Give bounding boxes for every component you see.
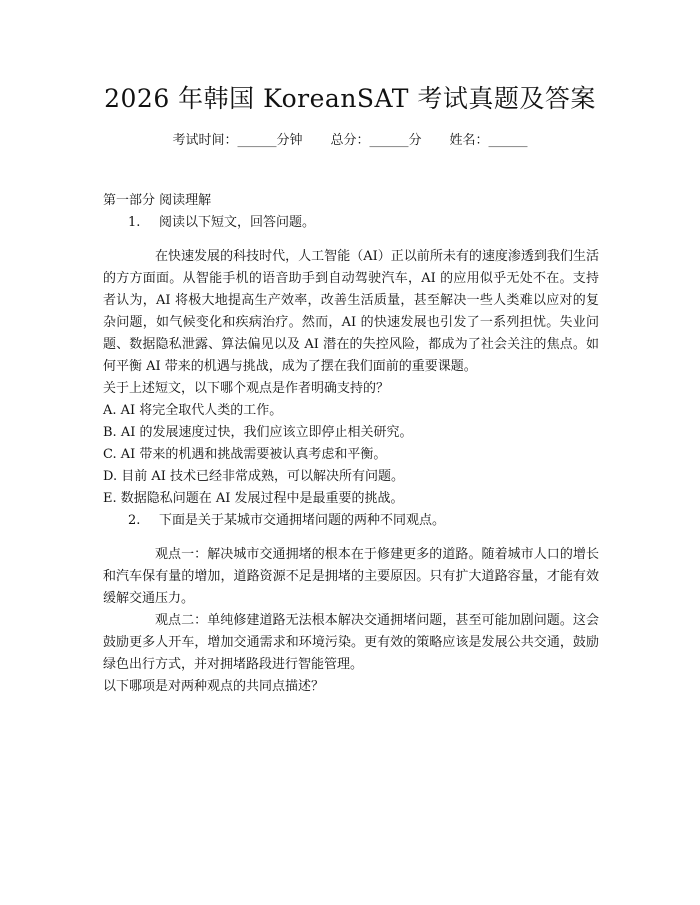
page-title: 2026 年韩国 KoreanSAT 考试真题及答案 xyxy=(104,84,596,113)
answer-option-b: B. AI 的发展速度过快，我们应该立即停止相关研究。 xyxy=(103,425,413,440)
viewpoint-two: 观点二：单纯修建道路无法根本解决交通拥堵问题，甚至可能加剧问题。这会鼓励更多人开车，增加交通需求和环境污染。更有效的策略应该是发展公共交通，鼓励绿色出行方式，并对拥堵路段进行智能管理。 xyxy=(103,613,599,672)
answer-option-a: A. AI 将完全取代人类的工作。 xyxy=(103,403,283,418)
question-stem: 下面是关于某城市交通拥堵问题的两种不同观点。 xyxy=(159,513,446,528)
total-score-field: 总分：______分 xyxy=(330,133,422,148)
student-name-field: 姓名：______ xyxy=(449,133,528,148)
viewpoint-one: 观点一：解决城市交通拥堵的根本在于修建更多的道路。随着城市人口的增长和汽车保有量的增加，道路资源不足是拥堵的主要原因。只有扩大道路容量，才能有效缓解交通压力。 xyxy=(103,547,599,606)
reading-passage: 在快速发展的科技时代，人工智能（AI）正以前所未有的速度渗透到我们生活的方方面面。从智能手机的语音助手到自动驾驶汽车，AI 的应用似乎无处不在。支持者认为，AI 将极大地提高生产效率，改善生活质量，甚至解决一些人类难以应对的复杂问题，如气候变化和疾病治疗。然而，AI 的快速发展也引发了一系列担忧。失业问题、数据隐私泄露、算法偏见以及 AI 潜在的失控风险，都成为了社会关注的焦点。如何平衡 AI 带来的机遇与挑战，成为了摆在我们面前的重要课题。 xyxy=(103,249,599,374)
question-1 xyxy=(128,212,599,234)
question-2 xyxy=(128,510,599,532)
answer-option-d: D. 目前 AI 技术已经非常成熟，可以解决所有问题。 xyxy=(103,469,405,484)
question-stem: 阅读以下短文，回答问题。 xyxy=(159,215,316,230)
section-heading: 第一部分 阅读理解 xyxy=(103,193,212,208)
question-number: 2. xyxy=(128,513,141,528)
question-number: 1. xyxy=(128,215,141,230)
exam-time-field: 考试时间：______分钟 xyxy=(172,133,303,148)
exam-content xyxy=(103,190,599,698)
question-prompt: 关于上述短文，以下哪个观点是作者明确支持的？ xyxy=(103,381,390,396)
answer-option-e: E. 数据隐私问题在 AI 发展过程中是最重要的挑战。 xyxy=(103,491,404,506)
answer-option-c: C. AI 带来的机遇和挑战需要被认真考虑和平衡。 xyxy=(103,447,387,462)
exam-info-line xyxy=(0,132,700,150)
question-prompt: 以下哪项是对两种观点的共同点描述？ xyxy=(103,679,325,694)
